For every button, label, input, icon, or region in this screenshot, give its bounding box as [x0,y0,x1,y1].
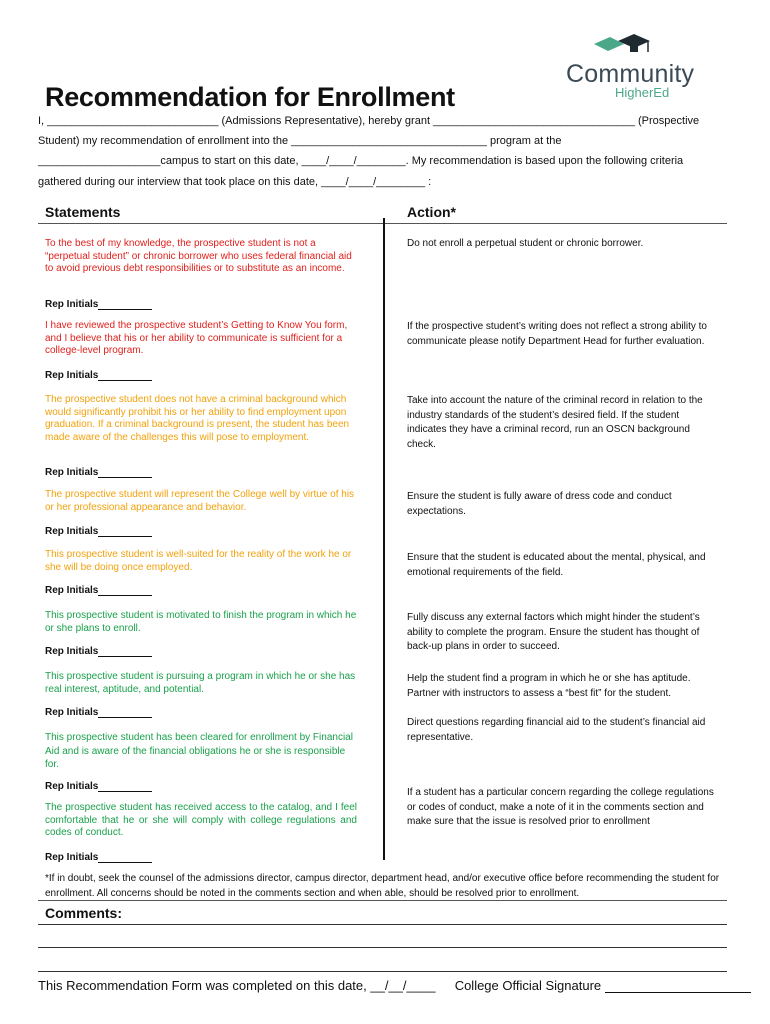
signature-field[interactable] [605,979,751,993]
action-8: Direct questions regarding financial aid to the student’s financial aid representative. [407,717,706,743]
action-3: Take into account the nature of the criminal record in relation to the industry standards of the student’s desired field. If the student indicates they have a criminal record, run an OSCN background check. [407,395,703,450]
completion-line [38,978,751,993]
rep-initials-label: Rep Initials [45,585,99,596]
page-title: Recommendation for Enrollment [45,82,455,112]
rep-initials-1[interactable] [45,299,152,310]
action-6: Fully discuss any external factors which might hinder the student’s ability to complete the program. Ensure the student has thought of back-up plans in order to succeed. [407,612,700,653]
rep-initials-label: Rep Initials [45,526,99,537]
rep-initials-label: Rep Initials [45,646,99,657]
action-5: Ensure that the student is educated about the mental, physical, and emotional requirements of the field. [407,552,706,578]
action-header: Action* [407,204,456,220]
rep-initials-label: Rep Initials [45,370,99,381]
rep-initials-label: Rep Initials [45,781,99,792]
rep-initials-label: Rep Initials [45,707,99,718]
statement-6: This prospective student is motivated to finish the program in which he or she plans to enroll. [45,610,357,634]
statement-5: This prospective student is well-suited for the reality of the work he or she will be doing once employed. [45,549,352,573]
statement-3: The prospective student does not have a criminal background which would significantly prohibit his or her ability to find employment upon graduation. If a criminal background is present, the student has been made aware of the challenges this will pose to employment. [45,394,350,443]
action-4: Ensure the student is fully aware of dress code and conduct expectations. [407,491,672,517]
statement-8: This prospective student has been cleared for enrollment by Financial Aid and is aware of the financial obligations he or she is responsible for. [45,732,353,771]
rep-initials-2[interactable] [45,370,152,381]
rep-initials-3[interactable] [45,467,152,478]
rep-initials-4[interactable] [45,526,152,537]
completed-date-text[interactable]: This Recommendation Form was completed on this date, __/__/____ [38,978,436,993]
action-9: If a student has a particular concern regarding the college regulations or codes of conduct, make a note of it in the comments section and make sure that the issue is resolved prior to enrollment [407,787,714,828]
statement-1: To the best of my knowledge, the prospective student is not a “perpetual student” or chronic borrower who uses federal financial aid to avoid previous debt responsibilities or to substitute as an income. [45,238,352,275]
rep-initials-9[interactable] [45,852,152,863]
statements-header: Statements [45,204,121,220]
community-highered-logo [560,30,710,105]
statement-7: This prospective student is pursuing a program in which he or she has real interest, aptitude, and potential. [45,671,356,695]
intro-line-3: ____________________campus to start on this date, ____/____/________. My recommendation is based upon the following criteria [38,155,684,167]
rep-initials-label: Rep Initials [45,467,99,478]
comments-label: Comments: [45,905,123,921]
signature-label: College Official Signature [454,978,602,993]
statement-4: The prospective student will represent the College well by virtue of his or her professional appearance and behavior. [45,489,355,513]
rep-initials-5[interactable] [45,585,152,596]
comments-line-2[interactable] [38,947,727,948]
action-1: Do not enroll a perpetual student or chronic borrower. [407,238,644,249]
rep-initials-6[interactable] [45,646,152,657]
intro-line-2: Student) my recommendation of enrollment into the ________________________________ program at the [38,135,562,147]
logo-subname: HigherEd [615,85,670,100]
intro-line-4: gathered during our interview that took place on this date, ____/____/________ : [38,176,432,188]
rep-initials-8[interactable] [45,781,152,792]
statement-9: The prospective student has received access to the catalog, and I feel comfortable that he or she will comply with college regulations and codes of conduct. [45,802,357,839]
intro-line-1: I, ____________________________ (Admissions Representative), hereby grant _________________________________ (Prospective [38,115,700,127]
action-2: If the prospective student’s writing does not reflect a strong ability to communicate please notify Department Head for further evaluation. [407,321,707,347]
graduation-cap-icon [592,32,652,58]
footnote: *If in doubt, seek the counsel of the admissions director, campus director, department head, and/or executive office before recommending the student for enrollment. All concerns should be noted in the comments section and when able, should be resolved prior to enrollment. [45,873,720,899]
action-7: Help the student find a program in which he or she has aptitude. Partner with instructors to assess a “best fit” for the student. [407,673,691,699]
statement-2: I have reviewed the prospective student’s Getting to Know You form, and I believe that his or her ability to communicate is sufficient for a college-level program. [45,320,348,357]
footnote-divider [38,900,727,901]
rep-initials-label: Rep Initials [45,299,99,310]
comments-line-1[interactable] [38,924,727,925]
rep-initials-label: Rep Initials [45,852,99,863]
comments-line-3[interactable] [38,971,727,972]
rep-initials-7[interactable] [45,707,152,718]
column-divider [383,218,385,860]
logo-name: Community [566,60,695,88]
